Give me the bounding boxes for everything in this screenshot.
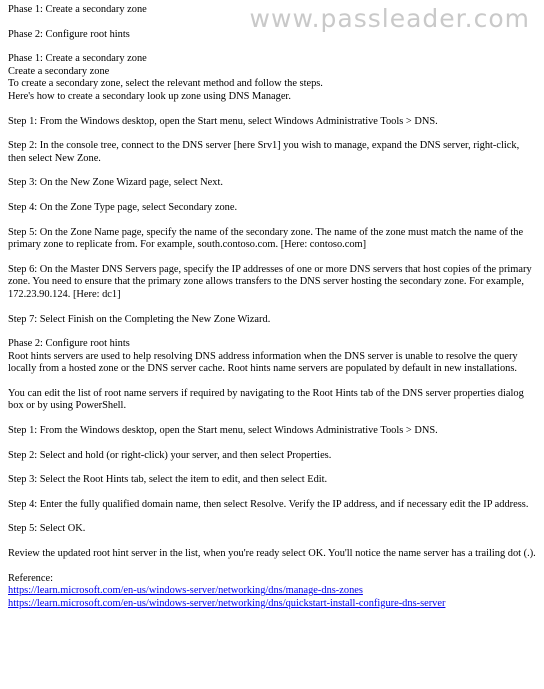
phase2-step-1: Step 1: From the Windows desktop, open the Start menu, select Windows Administrative Tools > DNS. — [8, 425, 438, 437]
reference-label: Reference: — [8, 572, 53, 584]
phase2-intro: Root hints servers are used to help resolving DNS address information when the DNS server is unable to resolve the query locally from a hosted zone or the DNS server cache. Root hints name servers are populated by default in new installations. — [8, 350, 518, 375]
phase2-step-2: Step 2: Select and hold (or right-click) your server, and then select Properties. — [8, 449, 332, 461]
phase2-step-5: Step 5: Select OK. — [8, 523, 86, 535]
phase1-step-7: Step 7: Select Finish on the Completing the New Zone Wizard. — [8, 313, 271, 325]
phase1-intro-2: Here's how to create a secondary look up zone using DNS Manager. — [8, 90, 291, 102]
reference-link-quickstart-dns-server[interactable]: https://learn.microsoft.com/en-us/windows-server/networking/dns/quickstart-install-configure-dns-server — [8, 597, 446, 609]
watermark: www.passleader.com — [249, 4, 530, 33]
phase1-step-6: Step 6: On the Master DNS Servers page, specify the IP addresses of one or more DNS servers that host copies of the primary zone. You need to ensure that the primary zone allows transfers to the DNS server hosting the secondary zone. For example, 172.23.90.124. [Here: dc1] — [8, 263, 532, 300]
header-phase2: Phase 2: Configure root hints — [8, 28, 130, 40]
phase2-review: Review the updated root hint server in the list, when you're ready select OK. You'll notice the name server has a trailing dot (.). — [8, 548, 536, 560]
phase1-step-4: Step 4: On the Zone Type page, select Secondary zone. — [8, 201, 238, 213]
phase1-subheading: Create a secondary zone — [8, 65, 110, 77]
phase2-edit-note: You can edit the list of root name servers if required by navigating to the Root Hints tab of the DNS server properties dialog box or by using PowerShell. — [8, 387, 524, 412]
phase1-section — [8, 53, 538, 103]
phase1-step-1: Step 1: From the Windows desktop, open the Start menu, select Windows Administrative Tools > DNS. — [8, 115, 438, 127]
phase1-intro-1: To create a secondary zone, select the relevant method and follow the steps. — [8, 78, 323, 90]
phase1-step-5: Step 5: On the Zone Name page, specify the name of the secondary zone. The name of the zone must match the name of the primary zone to replicate from. For example, south.contoso.com. [Here: contoso.com] — [8, 226, 524, 251]
reference-link-manage-dns-zones[interactable]: https://learn.microsoft.com/en-us/windows-server/networking/dns/manage-dns-zones — [8, 585, 363, 597]
phase2-step-3: Step 3: Select the Root Hints tab, select the item to edit, and then select Edit. — [8, 474, 328, 486]
phase2-section — [8, 338, 538, 376]
document-body — [8, 4, 538, 618]
phase2-heading: Phase 2: Configure root hints — [8, 338, 130, 350]
reference-section — [8, 573, 538, 611]
phase1-step-3: Step 3: On the New Zone Wizard page, select Next. — [8, 177, 223, 189]
header-phase1: Phase 1: Create a secondary zone — [8, 4, 147, 15]
phase2-step-4: Step 4: Enter the fully qualified domain name, then select Resolve. Verify the IP address, and if necessary edit the IP address. — [8, 498, 529, 510]
phase1-heading: Phase 1: Create a secondary zone — [8, 53, 147, 65]
phase1-step-2: Step 2: In the console tree, connect to the DNS server [here Srv1] you wish to manage, expand the DNS server, right-click, then select New Zone. — [8, 140, 520, 164]
